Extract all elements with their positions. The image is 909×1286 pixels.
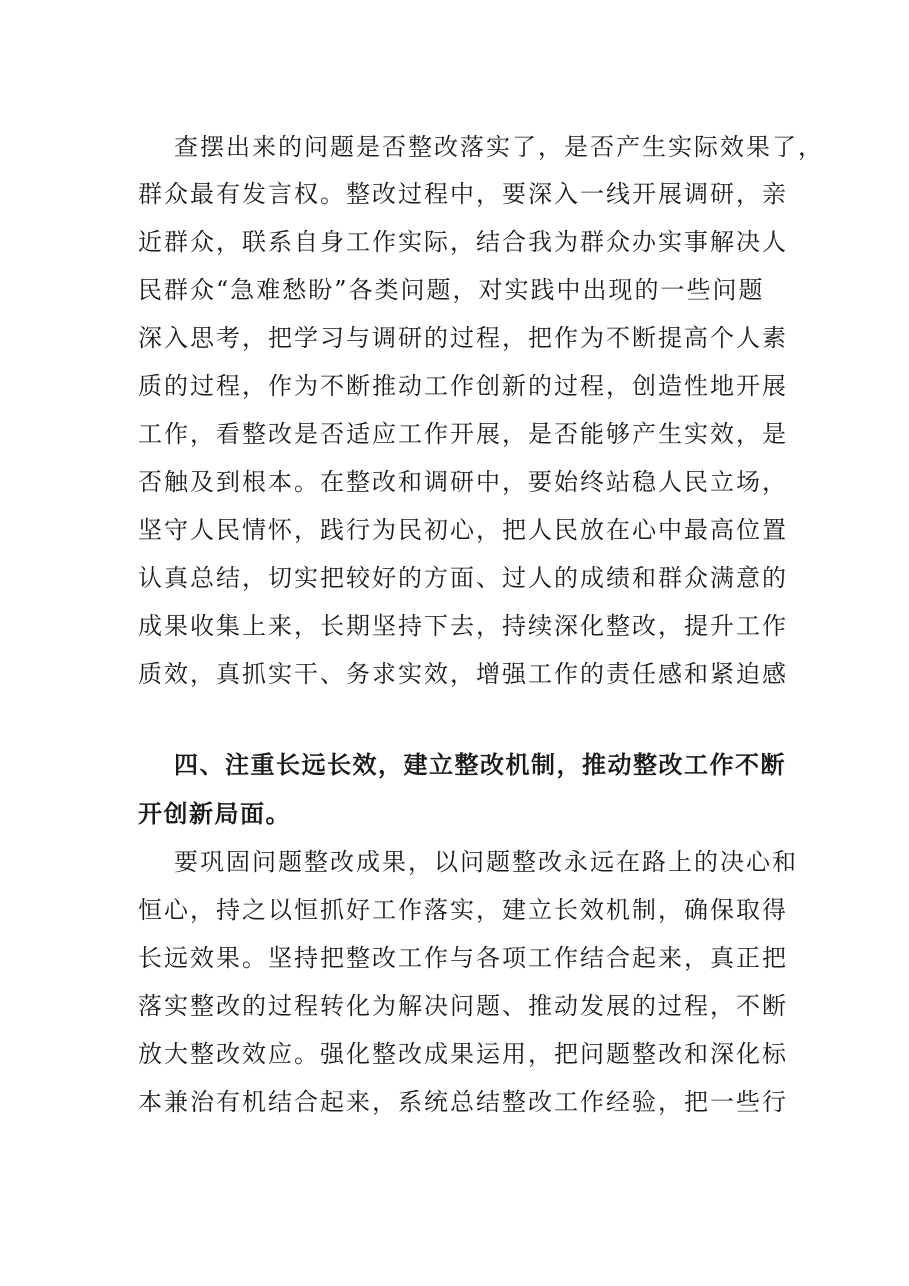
paragraph-line: 本兼治有机结合起来，系统总结整改工作经验，把一些行 [138,1088,788,1116]
section-heading-line: 开创新局面。 [138,800,291,828]
paragraph-line: 认真总结，切实把较好的方面、过人的成绩和群众满意的 [138,564,788,592]
paragraph-line: 深入思考，把学习与调研的过程，把作为不断提高个人素 [138,324,788,352]
paragraph-line: 群众最有发言权。整改过程中，要深入一线开展调研，亲 [138,180,788,208]
paragraph-line: 质的过程，作为不断推动工作创新的过程，创造性地开展 [138,372,788,400]
paragraph-line: 落实整改的过程转化为解决问题、推动发展的过程，不断 [138,992,788,1020]
paragraph-line: 工作，看整改是否适应工作开展，是否能够产生实效，是 [138,420,788,448]
paragraph-line: 民群众“急难愁盼”各类问题，对实践中出现的一些问题 [138,276,765,304]
paragraph-line: 要巩固问题整改成果，以问题整改永远在路上的决心和 [174,848,798,876]
paragraph-line: 放大整改效应。强化整改成果运用，把问题整改和深化标 [138,1040,788,1068]
section-heading-line: 四、注重长远长效，建立整改机制，推动整改工作不断 [174,751,786,779]
paragraph-line: 恒心，持之以恒抓好工作落实，建立长效机制，确保取得 [138,896,788,924]
paragraph-line: 坚守人民情怀，践行为民初心，把人民放在心中最高位置 [138,516,788,544]
paragraph-line: 质效，真抓实干、务求实效，增强工作的责任感和紧迫感 [138,660,788,688]
paragraph-line: 查摆出来的问题是否整改落实了，是否产生实际效果了， [174,133,824,161]
paragraph-line: 否触及到根本。在整改和调研中，要始终站稳人民立场， [138,468,788,496]
paragraph-line: 成果收集上来，长期坚持下去，持续深化整改，提升工作 [138,612,788,640]
paragraph-line: 长远效果。坚持把整改工作与各项工作结合起来，真正把 [138,944,788,972]
paragraph-line: 近群众，联系自身工作实际，结合我为群众办实事解决人 [138,228,788,256]
